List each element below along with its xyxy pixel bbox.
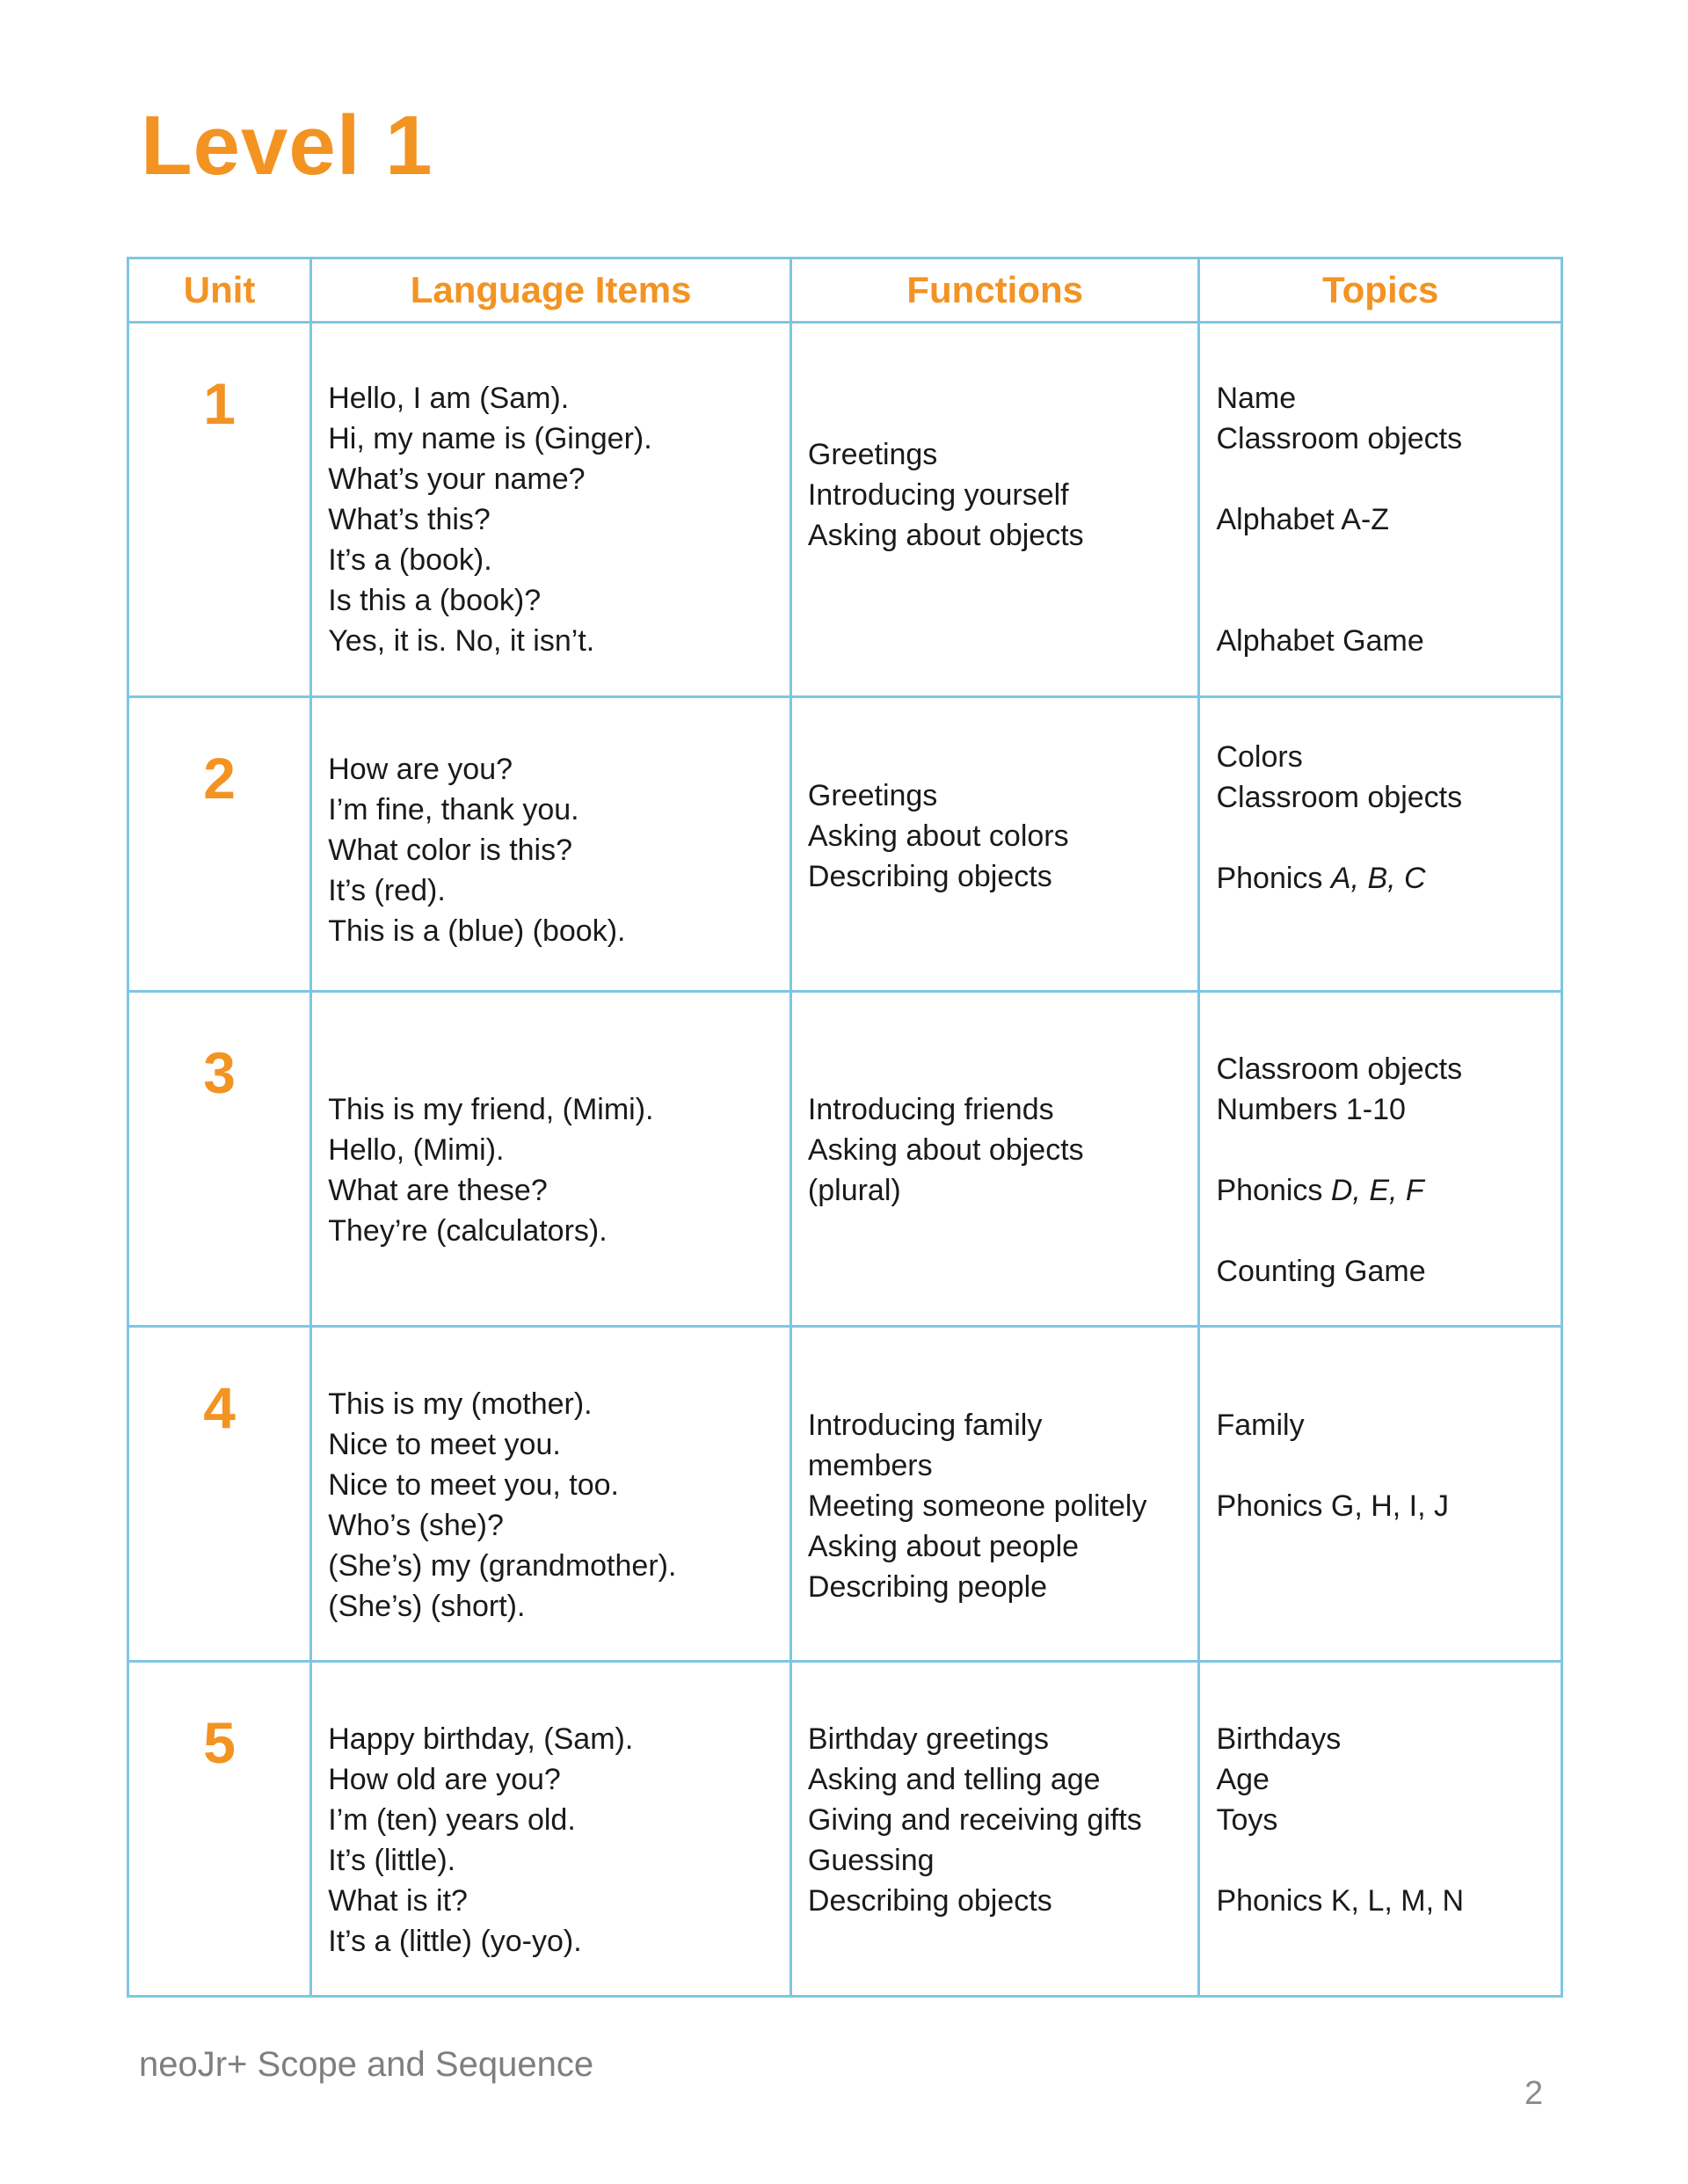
language-item: Hello, (Mimi). xyxy=(328,1133,505,1167)
language-item: How old are you? xyxy=(328,1763,561,1796)
scope-table xyxy=(127,257,1563,1998)
topic-item xyxy=(1216,1211,1553,1251)
topic-item: Classroom objects xyxy=(1216,1052,1463,1086)
language-item: This is my friend, (Mimi). xyxy=(328,1093,654,1126)
footer-text: neoJr+ Scope and Sequence xyxy=(139,2045,594,2084)
language-item: Hello, I am (Sam). xyxy=(328,382,570,415)
topic-item xyxy=(1216,1130,1553,1170)
topic-item: Phonics G, H, I, J xyxy=(1216,1489,1449,1523)
function-item: Introducing friends xyxy=(807,1093,1054,1126)
language-items-cell xyxy=(311,992,791,1327)
header-language-items: Language Items xyxy=(311,258,791,323)
unit-cell xyxy=(128,1662,311,1997)
language-item: Who’s (she)? xyxy=(328,1509,504,1542)
topic-item: Alphabet Game xyxy=(1216,624,1424,658)
unit-cell xyxy=(128,1327,311,1662)
function-item: Guessing xyxy=(807,1844,935,1877)
function-item: Greetings xyxy=(807,779,938,812)
table-row xyxy=(128,697,1562,992)
topic-item xyxy=(1216,818,1553,858)
function-item: Giving and receiving gifts xyxy=(807,1803,1142,1837)
topic-item xyxy=(1216,1445,1553,1486)
function-item: members xyxy=(807,1449,933,1482)
language-item: I’m (ten) years old. xyxy=(328,1803,576,1837)
topic-item: Birthdays xyxy=(1216,1722,1342,1756)
topic-item xyxy=(1216,580,1553,621)
unit-number: 5 xyxy=(203,1710,236,1775)
topic-item: Classroom objects xyxy=(1216,781,1463,814)
language-items-cell xyxy=(311,1327,791,1662)
functions-cell xyxy=(790,992,1199,1327)
table-row xyxy=(128,1662,1562,1997)
function-item: Asking about people xyxy=(807,1530,1080,1563)
topic-item: Phonics K, L, M, N xyxy=(1216,1884,1465,1918)
topics-cell xyxy=(1199,1327,1562,1662)
function-item: Describing objects xyxy=(807,860,1052,893)
topic-item: Family xyxy=(1216,1409,1305,1442)
function-item: Asking about objects xyxy=(807,519,1084,552)
language-item: Hi, my name is (Ginger). xyxy=(328,422,652,455)
topic-item: Toys xyxy=(1216,1803,1278,1837)
topic-item: Classroom objects xyxy=(1216,422,1463,455)
language-item: What are these? xyxy=(328,1174,548,1207)
language-item: Nice to meet you. xyxy=(328,1428,561,1461)
language-item: It’s (little). xyxy=(328,1844,456,1877)
language-items-cell xyxy=(311,1662,791,1997)
unit-number: 2 xyxy=(203,746,236,811)
language-item: It’s a (little) (yo-yo). xyxy=(328,1925,582,1958)
function-item: Describing people xyxy=(807,1570,1048,1604)
language-item: I’m fine, thank you. xyxy=(328,793,579,826)
unit-cell xyxy=(128,992,311,1327)
function-item: Describing objects xyxy=(807,1884,1052,1918)
function-item: Meeting someone politely xyxy=(807,1489,1147,1523)
language-item: (She’s) (short). xyxy=(328,1590,526,1623)
language-item: They’re (calculators). xyxy=(328,1214,608,1248)
topics-cell xyxy=(1199,697,1562,992)
functions-cell xyxy=(790,697,1199,992)
language-items-cell xyxy=(311,697,791,992)
topics-cell xyxy=(1199,992,1562,1327)
language-item: It’s (red). xyxy=(328,874,446,907)
topics-cell xyxy=(1199,323,1562,697)
topic-item: Age xyxy=(1216,1763,1270,1796)
unit-cell xyxy=(128,697,311,992)
language-item: Nice to meet you, too. xyxy=(328,1468,619,1502)
table-row xyxy=(128,1327,1562,1662)
language-item: Happy birthday, (Sam). xyxy=(328,1722,634,1756)
topic-item: Phonics D, E, F xyxy=(1216,1174,1424,1207)
language-item: Is this a (book)? xyxy=(328,584,542,617)
function-item: Introducing yourself xyxy=(807,478,1069,512)
unit-number: 3 xyxy=(203,1040,236,1105)
topic-item: Numbers 1-10 xyxy=(1216,1093,1406,1126)
topic-item xyxy=(1216,540,1553,580)
function-item: Birthday greetings xyxy=(807,1722,1049,1756)
language-item: What color is this? xyxy=(328,834,573,867)
page-title: Level 1 xyxy=(141,98,433,193)
page-number: 2 xyxy=(1524,2075,1544,2112)
topic-item: Counting Game xyxy=(1216,1255,1426,1288)
function-item: Asking about colors xyxy=(807,819,1069,853)
table-row xyxy=(128,323,1562,697)
table-header-row xyxy=(128,258,1562,323)
header-topics: Topics xyxy=(1199,258,1562,323)
language-item: What is it? xyxy=(328,1884,468,1918)
unit-cell xyxy=(128,323,311,697)
language-items-cell xyxy=(311,323,791,697)
language-item: This is a (blue) (book). xyxy=(328,914,626,948)
function-item: (plural) xyxy=(807,1174,901,1207)
language-item: It’s a (book). xyxy=(328,543,492,577)
language-item: This is my (mother). xyxy=(328,1387,593,1421)
functions-cell xyxy=(790,323,1199,697)
function-item: Greetings xyxy=(807,438,938,471)
functions-cell xyxy=(790,1662,1199,1997)
language-item: (She’s) my (grandmother). xyxy=(328,1549,677,1583)
language-item: What’s this? xyxy=(328,503,491,536)
language-item: What’s your name? xyxy=(328,462,586,496)
unit-number: 1 xyxy=(203,371,236,436)
topic-item xyxy=(1216,459,1553,499)
topic-item: Phonics A, B, C xyxy=(1216,862,1426,895)
functions-cell xyxy=(790,1327,1199,1662)
language-item: How are you? xyxy=(328,753,513,786)
topics-cell xyxy=(1199,1662,1562,1997)
function-item: Introducing family xyxy=(807,1409,1043,1442)
topic-item: Name xyxy=(1216,382,1297,415)
header-unit: Unit xyxy=(128,258,311,323)
topic-item: Colors xyxy=(1216,740,1303,774)
topic-item xyxy=(1216,1840,1553,1881)
topic-item: Alphabet A-Z xyxy=(1216,503,1390,536)
function-item: Asking about objects xyxy=(807,1133,1084,1167)
function-item: Asking and telling age xyxy=(807,1763,1101,1796)
unit-number: 4 xyxy=(203,1375,236,1440)
table-row xyxy=(128,992,1562,1327)
language-item: Yes, it is. No, it isn’t. xyxy=(328,624,595,658)
header-functions: Functions xyxy=(790,258,1199,323)
